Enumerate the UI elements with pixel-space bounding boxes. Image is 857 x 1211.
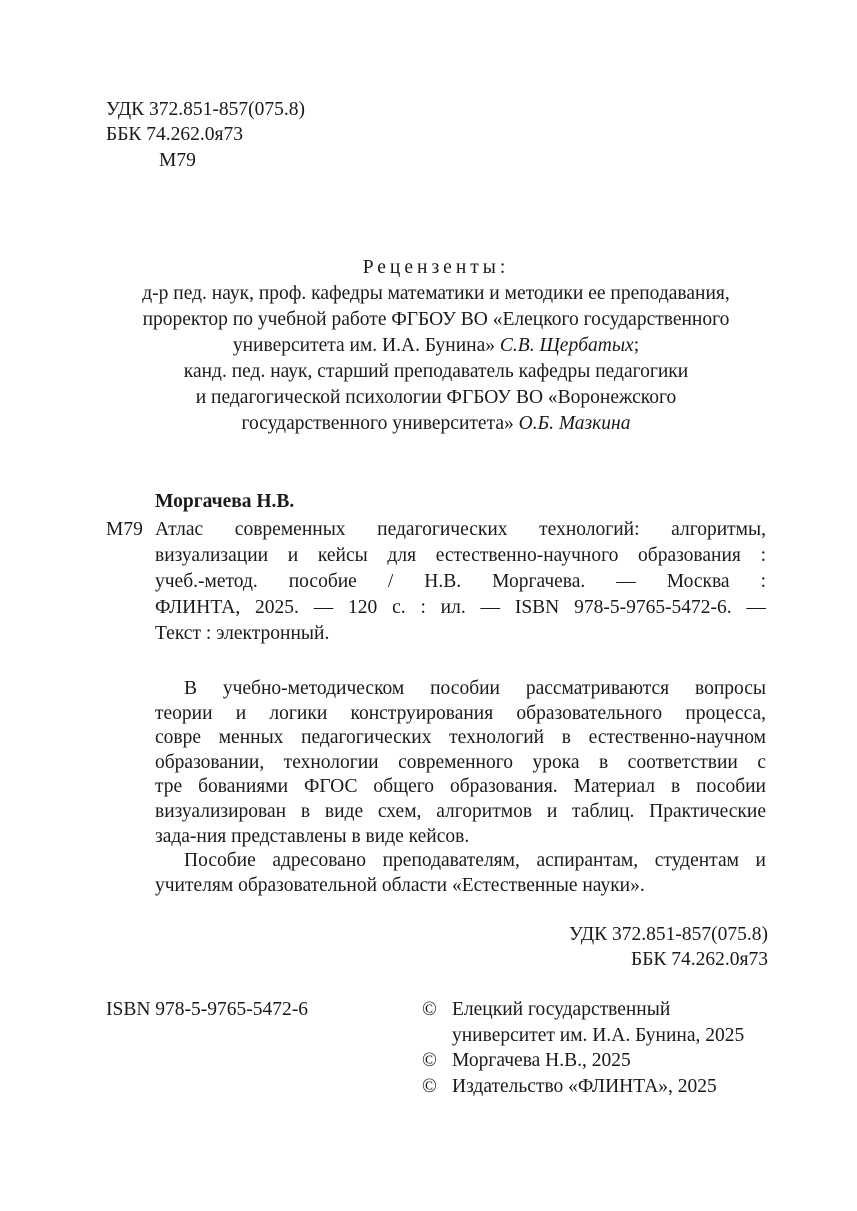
isbn: ISBN 978-5-9765-5472-6 <box>106 999 309 1020</box>
bbk-code-bottom: ББК 74.262.0я73 <box>631 949 768 970</box>
book-author: Моргачева Н.В. <box>155 491 295 512</box>
bbk-code-top: ББК 74.262.0я73 <box>106 124 243 145</box>
abstract-line: теории и логики конструирования образовательного процесса, <box>155 702 766 724</box>
reviewer-name: С.В. Щербатых <box>499 335 634 356</box>
copyright-icon: © <box>422 999 437 1020</box>
udk-code-top: УДК 372.851-857(075.8) <box>106 99 305 120</box>
copyright-line: университет им. И.А. Бунина, 2025 <box>452 1024 745 1046</box>
abstract-line: образовании, технологии современного урока в соответствии с <box>155 751 766 773</box>
copyright-list <box>422 998 744 1100</box>
copyright-icon: © <box>422 1050 437 1071</box>
reviewer-line: проректор по учебной работе ФГБОУ ВО «Елецкого государственного <box>142 309 730 330</box>
bib-line: учеб.-метод. пособие / Н.В. Моргачева. — Москва : <box>155 571 766 592</box>
author-sign: М79 <box>106 519 143 540</box>
abstract-line: совре менных педагогических технологий в естественно-научном <box>155 727 766 749</box>
reviewer-line: государственного университета» О.Б. Мазкина <box>241 413 631 434</box>
bib-line: ФЛИНТА, 2025. — 120 с. : ил. — ISBN 978-5-9765-5472-6. — <box>155 597 766 618</box>
copyright-line: © Елецкий государственный <box>422 998 744 1024</box>
abstract-line: Пособие адресовано преподавателям, аспирантам, студентам и <box>184 850 766 872</box>
reviewer-line: университета им. И.А. Бунина» С.В. Щербатых; <box>232 335 640 356</box>
bib-line: визуализации и кейсы для естественно-научного образования : <box>155 545 766 566</box>
abstract-line: зада-ния представлены в виде кейсов. <box>155 825 470 847</box>
copyright-line: © Моргачева Н.В., 2025 <box>422 1049 744 1075</box>
udk-code-bottom: УДК 372.851-857(075.8) <box>569 924 768 945</box>
reviewer-line: и педагогической психологии ФГБОУ ВО «Воронежского <box>195 387 677 408</box>
reviewers-title: Рецензенты: <box>362 257 510 278</box>
bibliographic-record <box>155 518 766 648</box>
abstract-line: учителям образовательной области «Естественные науки». <box>155 874 645 896</box>
author-sign-top: М79 <box>159 150 196 171</box>
reviewer-line: канд. пед. наук, старший преподаватель кафедры педагогики <box>183 361 689 382</box>
bib-line: Текст : электронный. <box>155 623 330 644</box>
abstract-line: В учебно-методическом пособии рассматриваются вопросы <box>184 678 766 699</box>
reviewer-line: д-р пед. наук, проф. кафедры математики и методики ее преподавания, <box>142 283 730 304</box>
copyright-icon: © <box>422 1075 437 1097</box>
copyright-line: © Издательство «ФЛИНТА», 2025 <box>422 1075 744 1101</box>
reviewers-block <box>60 256 812 438</box>
abstract <box>155 677 766 898</box>
abstract-line: визуализирован в виде схем, алгоритмов и таблиц. Практические <box>155 800 766 822</box>
abstract-line: тре бованиями ФГОС общего образования. Материал в пособии <box>155 776 766 798</box>
reviewer-name: О.Б. Мазкина <box>518 413 631 434</box>
bib-line: Атлас современных педагогических технологий: алгоритмы, <box>155 519 766 540</box>
